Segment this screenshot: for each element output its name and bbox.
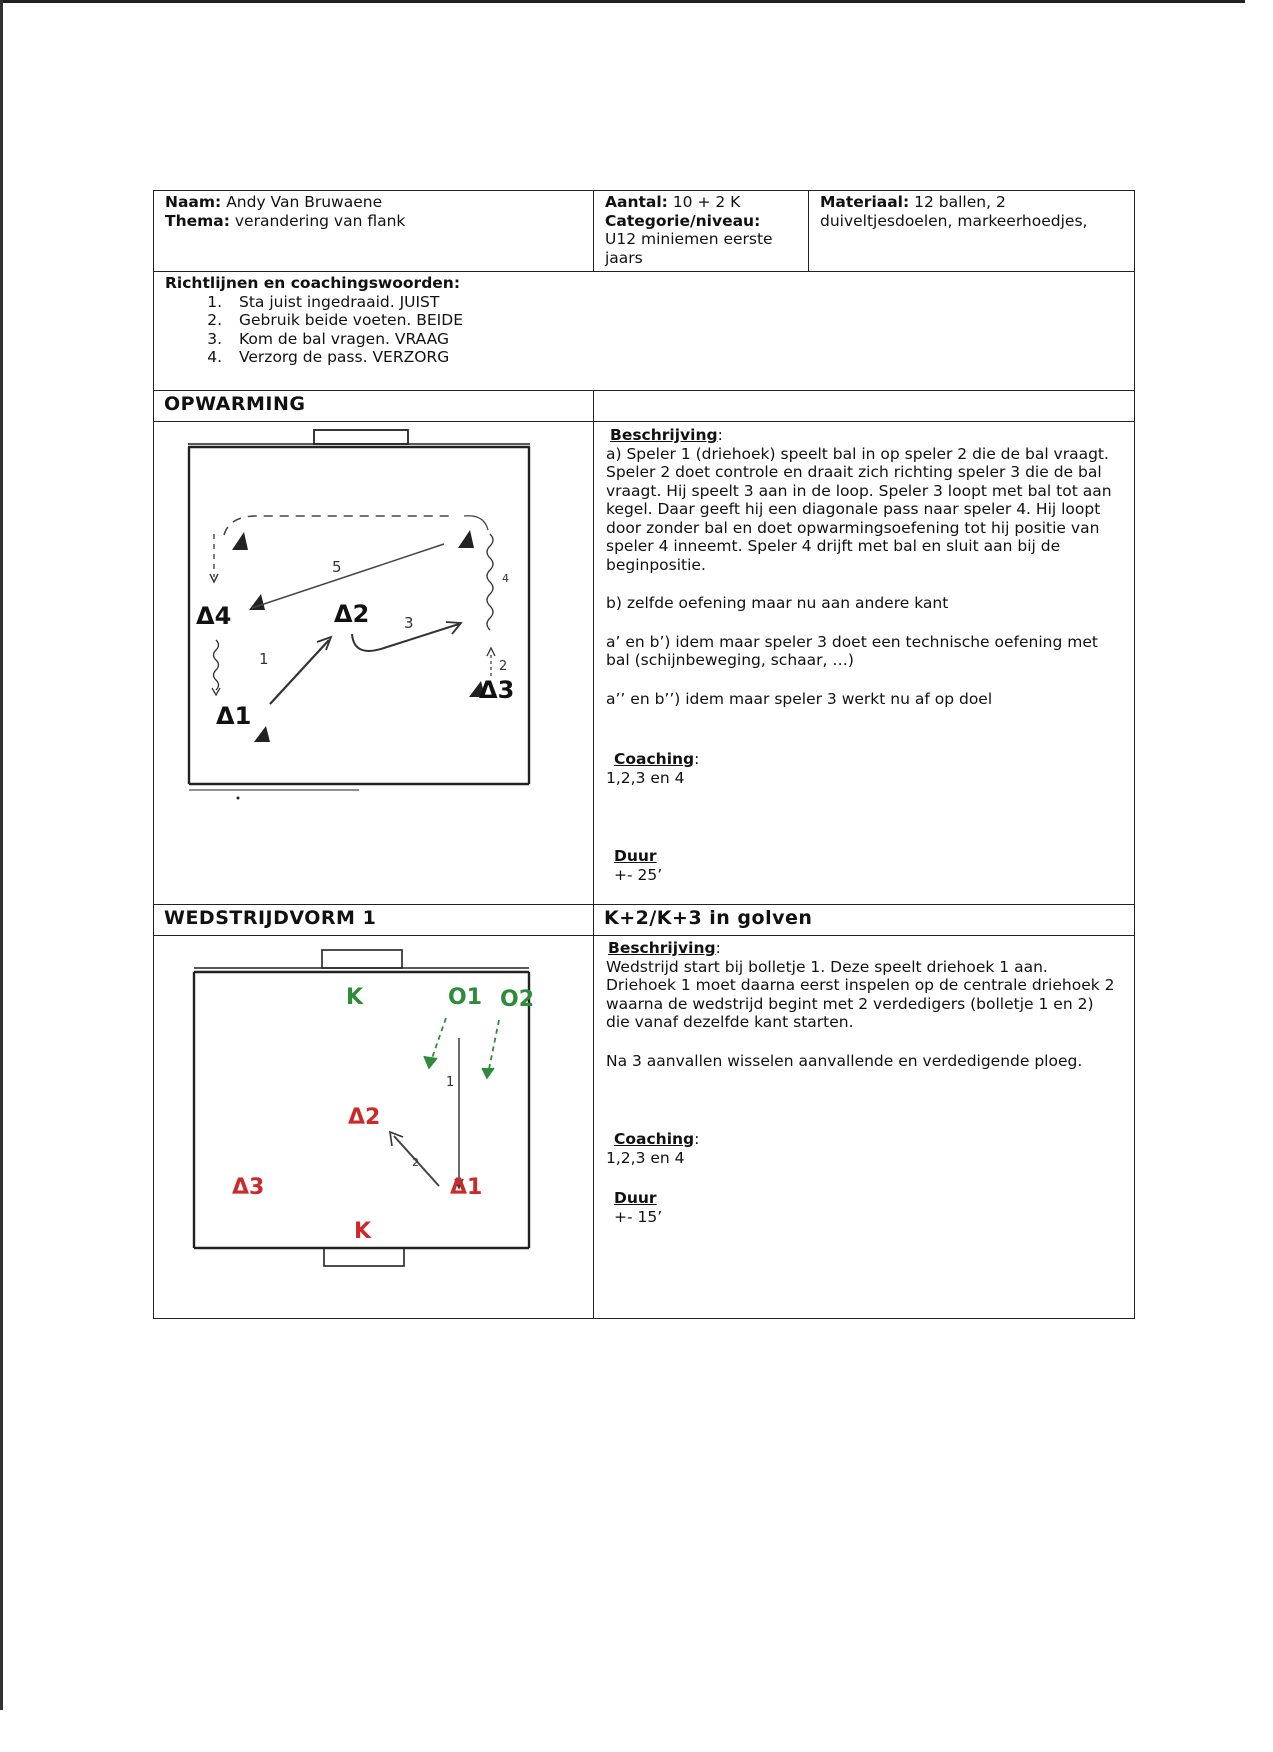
naam-value: Andy Van Bruwaene bbox=[226, 193, 383, 211]
wedstrijdvorm-diagram-cell bbox=[154, 936, 594, 1319]
opwarming-diagram-cell bbox=[154, 422, 594, 905]
materiaal-cell bbox=[809, 191, 1135, 272]
arrow-head bbox=[317, 637, 331, 650]
list-item: 4. Verzorg de pass. VERZORG bbox=[227, 348, 1123, 367]
coaching-value: 1,2,3 en 4 bbox=[606, 1148, 685, 1167]
player-triangle-4: Δ4 bbox=[196, 602, 232, 630]
player-triangle-2: Δ2 bbox=[334, 600, 370, 628]
scan-edge-top bbox=[0, 0, 1245, 3]
dashed-run-line bbox=[224, 516, 454, 535]
opwarming-para-a: a) Speler 1 (driehoek) speelt bal in op speler 2 die de bal vraagt. Speler 2 doet controle en draait zich richting speler 3 die de bal vraagt. Hij speelt 3 aan in de loop. Speler 3 loopt met bal tot aan kegel. Daar geeft hij een diagonale pass naar speler 4. Hij loopt door zonder bal en doet opwarmingsoefening tot hij positie van speler 4 inneemt. Speler 4 drijft met bal en sluit aan bij de beginpositie. bbox=[606, 444, 1112, 574]
arrow-head bbox=[424, 1056, 437, 1068]
wedstrijdvorm-title-row bbox=[154, 905, 1135, 936]
beschrijving-heading: Beschrijving bbox=[608, 939, 716, 957]
opwarming-content-row bbox=[154, 422, 1135, 905]
richtlijnen-list bbox=[165, 293, 1123, 367]
attacker-triangle-1: Δ1 bbox=[450, 1175, 483, 1200]
pass-1-label: 1 bbox=[259, 650, 269, 668]
richtlijnen-cell bbox=[154, 272, 1135, 391]
wedstrijdvorm-subtitle: K+2/K+3 in golven bbox=[594, 905, 1135, 936]
training-plan-table bbox=[153, 190, 1135, 1319]
duur-heading: Duur bbox=[614, 847, 657, 865]
cone-icon bbox=[232, 532, 248, 550]
attacker-triangle-2: Δ2 bbox=[348, 1105, 381, 1130]
arrow-head bbox=[482, 1068, 494, 1078]
opwarming-title-row bbox=[154, 391, 1135, 422]
aantal-categorie-cell bbox=[594, 191, 809, 272]
wedstrijdvorm-title: WEDSTRIJDVORM 1 bbox=[154, 905, 594, 936]
wavy-dribble-right bbox=[487, 534, 493, 630]
beschrijving-heading: Beschrijving bbox=[610, 426, 718, 444]
duur-value: +- 15’ bbox=[614, 1207, 663, 1226]
coaching-heading: Coaching bbox=[614, 750, 695, 768]
attacker-triangle-3: Δ3 bbox=[232, 1175, 265, 1200]
naam-thema-cell bbox=[154, 191, 594, 272]
cone-icon bbox=[458, 530, 474, 548]
player-triangle-1: Δ1 bbox=[216, 702, 252, 730]
naam-label: Naam: bbox=[165, 193, 222, 211]
thema-label: Thema: bbox=[165, 211, 230, 230]
thema-value: verandering van flank bbox=[234, 211, 406, 230]
scan-edge-left bbox=[0, 0, 3, 1710]
duur-heading: Duur bbox=[614, 1189, 657, 1207]
arrow-head bbox=[212, 688, 220, 695]
wedstrijdvorm-content-row bbox=[154, 936, 1135, 1319]
player-triangle-3: Δ3 bbox=[479, 676, 515, 704]
wedstrijdvorm-text-cell: Beschrijving: Wedstrijd start bij bolletje 1. Deze speelt driehoek 1 aan. Driehoek 1 moet daarna eerst inspelen op de centrale driehoek 2 waarna de wedstrijd begint met 2 verdedigers (bolletje 1 en 2) die vanaf dezelfde kant starten. Na 3 aanvallen wisselen aanvallende en verdedigende ploeg. Coaching: 1,2,3 en 4 Duur +- 15’ bbox=[594, 936, 1135, 1319]
opwarming-para-b: b) zelfde oefening maar nu aan andere kant bbox=[606, 594, 949, 612]
run-4-label: 4 bbox=[502, 572, 509, 585]
cone-icon bbox=[254, 726, 270, 742]
wedstrijdvorm-para-1: Wedstrijd start bij bolletje 1. Deze speelt driehoek 1 aan. Driehoek 1 moet daarna eerst inspelen op de centrale driehoek 2 waarna de wedstrijd begint met 2 verdedigers (bolletje 1 en 2) die vanaf dezelfde kant starten. bbox=[606, 957, 1115, 1031]
materiaal-label: Materiaal: bbox=[820, 193, 910, 211]
pass-1-label: 1 bbox=[446, 1075, 455, 1090]
wedstrijdvorm-para-2: Na 3 aanvallen wisselen aanvallende en verdedigende ploeg. bbox=[606, 1051, 1083, 1070]
pass-5-label: 5 bbox=[332, 558, 342, 576]
richtlijnen-title: Richtlijnen en coachingswoorden: bbox=[165, 274, 461, 292]
duur-value: +- 25’ bbox=[614, 865, 663, 884]
green-run-arrow-1 bbox=[430, 1018, 446, 1064]
materiaal-value: 12 ballen, 2 duiveltjesdoelen, markeerhoedjes, bbox=[820, 193, 1088, 230]
list-item: 3. Kom de bal vragen. VRAAG bbox=[227, 330, 1123, 349]
opwarming-title-right bbox=[594, 391, 1135, 422]
aantal-label: Aantal: bbox=[605, 193, 668, 211]
opwarming-text-cell: Beschrijving: a) Speler 1 (driehoek) speelt bal in op speler 2 die de bal vraagt. Speler 2 doet controle en draait zich richting speler 3 die de bal vraagt. Hij speelt 3 aan in de loop. Speler 3 loopt met bal tot aan kegel. Daar geeft hij een diagonale pass naar speler 4. Hij loopt door zonder bal en doet opwarmingsoefening tot hij positie van speler 4 inneemt. Speler 4 drijft met bal en sluit aan bij de beginpositie. b) zelfde oefening maar nu aan andere kant a’ en b’) idem maar speler 3 doet een technische oefening met bal (schijnbeweging, schaar, …) a’’ en b’’) idem maar speler 3 werkt nu af op doel Coaching: 1,2,3 en 4 Duur +- 25’ bbox=[594, 422, 1135, 905]
aantal-value: 10 + 2 K bbox=[672, 193, 741, 211]
header-row bbox=[154, 191, 1135, 272]
keeper-green: K bbox=[346, 985, 364, 1010]
defender-circle-1: O1 bbox=[448, 985, 483, 1010]
dot-mark bbox=[237, 797, 240, 800]
cone-icon bbox=[249, 594, 265, 610]
green-run-arrow-2 bbox=[488, 1020, 499, 1074]
opwarming-title: OPWARMING bbox=[154, 391, 594, 422]
categorie-value: U12 miniemen eerste jaars bbox=[605, 230, 773, 267]
keeper-red: K bbox=[354, 1219, 372, 1244]
coaching-value: 1,2,3 en 4 bbox=[606, 768, 685, 787]
pass-2-label: 2 bbox=[412, 1156, 419, 1169]
dribble-line bbox=[464, 516, 488, 530]
list-item: 2. Gebruik beide voeten. BEIDE bbox=[227, 311, 1123, 330]
pass-3-label: 3 bbox=[404, 614, 414, 632]
wavy-dribble-left bbox=[214, 640, 219, 690]
run-2-label: 2 bbox=[499, 659, 508, 674]
opwarming-para-a2: a’’ en b’’) idem maar speler 3 werkt nu af op doel bbox=[606, 689, 993, 708]
opwarming-diagram bbox=[154, 422, 594, 904]
wedstrijdvorm-diagram bbox=[154, 936, 594, 1318]
pass-5-line bbox=[252, 544, 444, 608]
cones bbox=[232, 530, 485, 742]
coaching-heading: Coaching bbox=[614, 1130, 695, 1148]
richtlijnen-row bbox=[154, 272, 1135, 391]
defender-circle-2: O2 bbox=[500, 987, 535, 1012]
categorie-label: Categorie/niveau: bbox=[605, 211, 761, 230]
pass-1-line bbox=[270, 640, 329, 704]
list-item: 1. Sta juist ingedraaid. JUIST bbox=[227, 293, 1123, 312]
opwarming-para-a1: a’ en b’) idem maar speler 3 doet een technische oefening met bal (schijnbeweging, schaar, …) bbox=[606, 632, 1098, 669]
